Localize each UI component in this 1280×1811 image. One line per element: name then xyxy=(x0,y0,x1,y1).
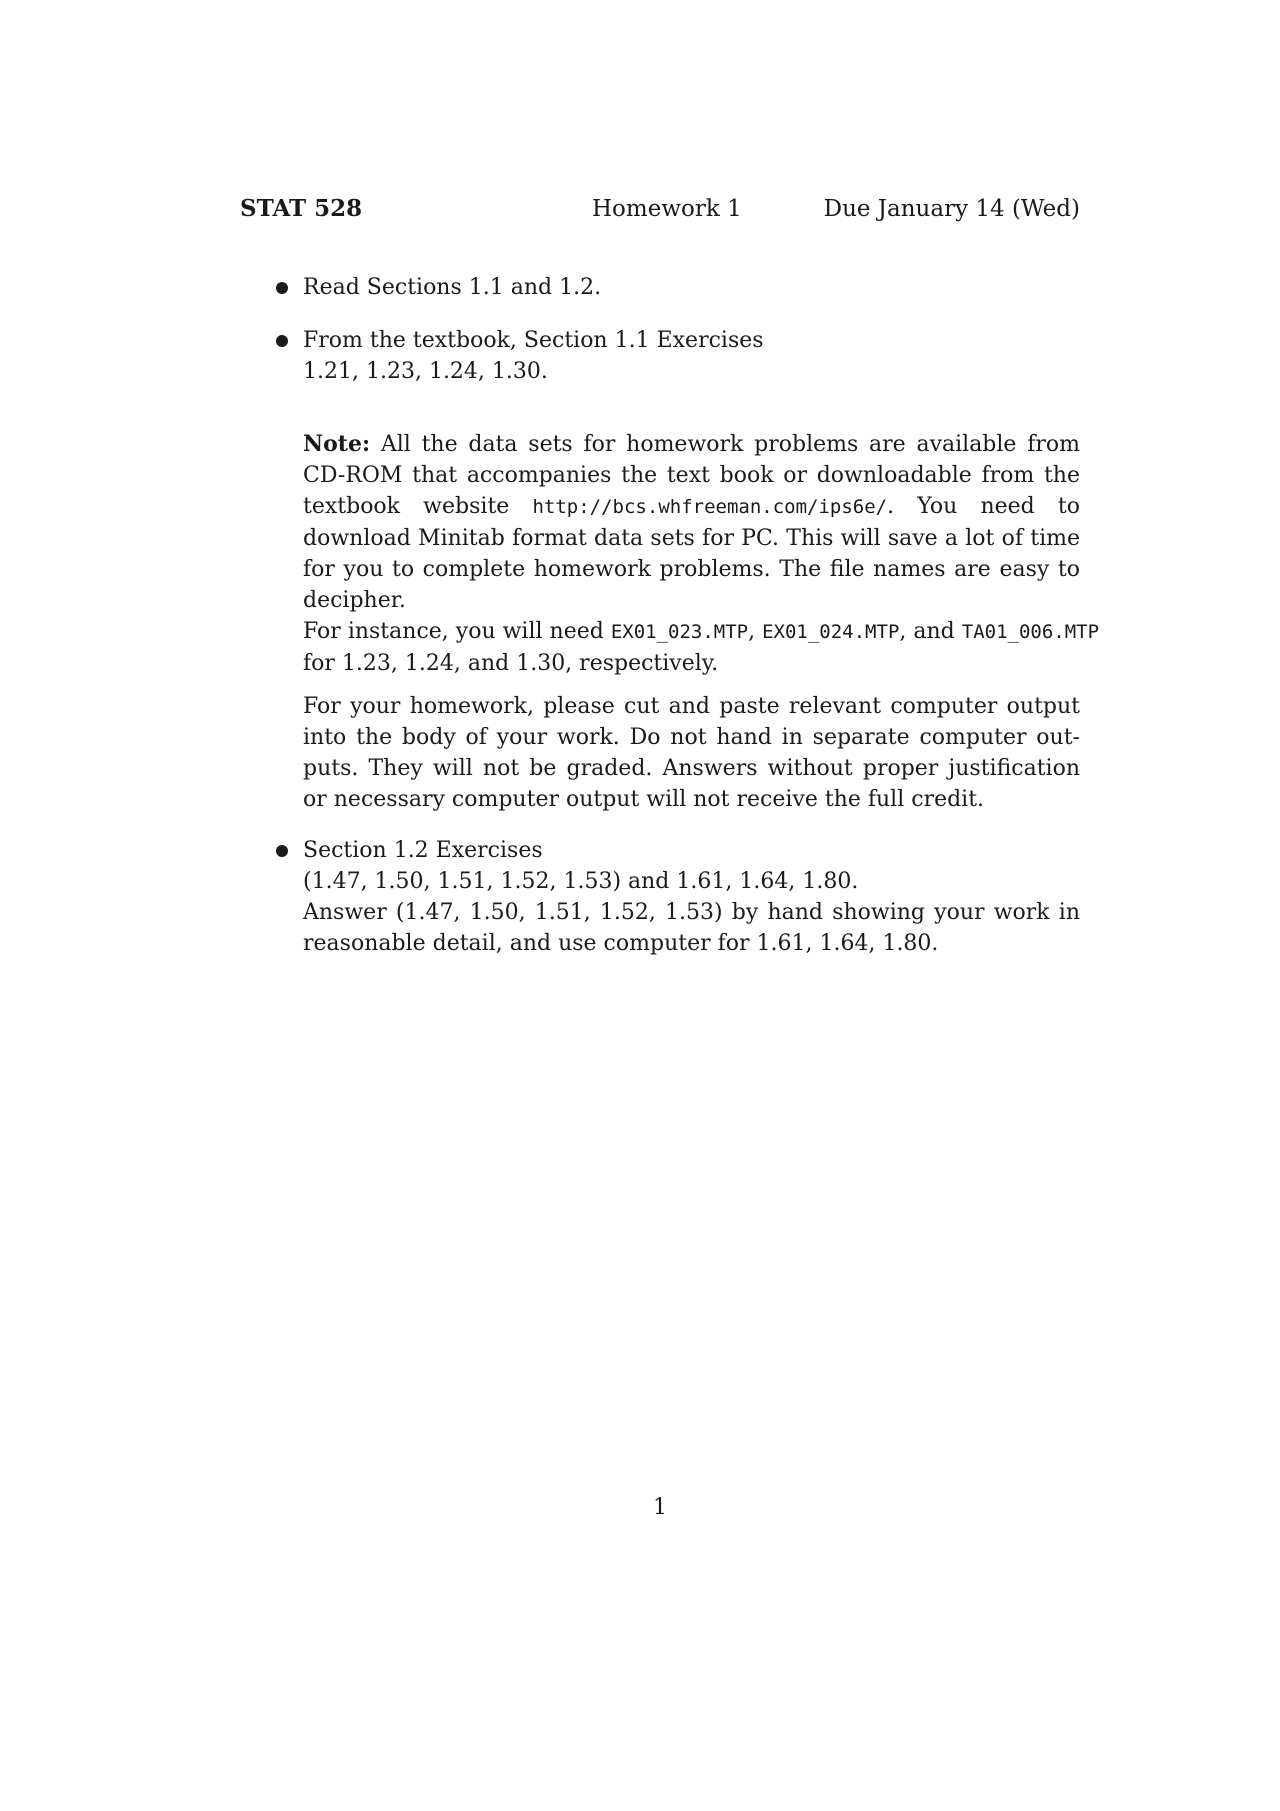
note-text: For instance, you will need xyxy=(303,619,611,644)
page-number: 1 xyxy=(653,1495,667,1520)
note-line xyxy=(303,491,1080,523)
item-line: Section 1.2 Exercises xyxy=(303,838,543,863)
page-header xyxy=(240,194,1080,224)
note-line: for 1.23, 1.24, and 1.30, respectively. xyxy=(303,651,719,676)
filename-ex01-023: EX01_023.MTP xyxy=(610,621,749,643)
textbook-url[interactable]: http://bcs.whfreeman.com/ips6e/ xyxy=(532,496,888,518)
note-line: download Minitab format data sets for PC. This will save a lot of time xyxy=(303,526,1080,551)
bullet-icon xyxy=(276,845,288,857)
note-text: All the data sets for homework problems are available from xyxy=(380,432,1080,457)
instruction-line: into the body of your work. Do not hand in separate computer out- xyxy=(303,725,1080,750)
filename-ex01-024: EX01_024.MTP xyxy=(762,621,900,643)
instructions-paragraph xyxy=(303,691,1080,815)
course-code: STAT 528 xyxy=(240,195,363,222)
note-text: . You need to xyxy=(887,494,1081,519)
item-line: (1.47, 1.50, 1.51, 1.52, 1.53) and 1.61, 1.64, 1.80. xyxy=(303,869,859,894)
note-text: , xyxy=(748,619,763,644)
item-line: reasonable detail, and use computer for 1.61, 1.64, 1.80. xyxy=(303,931,939,956)
note-text: , and xyxy=(899,619,962,644)
note-line: decipher. xyxy=(303,588,406,613)
instruction-line: or necessary computer output will not receive the full credit. xyxy=(303,787,985,812)
note-line: CD-ROM that accompanies the text book or downloadable from the xyxy=(303,463,1080,488)
item-line: From the textbook, Section 1.1 Exercises xyxy=(303,328,764,353)
note-text: textbook website xyxy=(303,494,533,519)
item-text: Read Sections 1.1 and 1.2. xyxy=(303,275,602,300)
instruction-line: For your homework, please cut and paste relevant computer output xyxy=(303,694,1080,719)
bullet-icon xyxy=(276,335,288,347)
item-line: 1.21, 1.23, 1.24, 1.30. xyxy=(303,359,548,384)
instruction-line: puts. They will not be graded. Answers without proper justification xyxy=(303,756,1080,781)
note-line xyxy=(303,429,1080,460)
list-item-section-1-1 xyxy=(303,325,1080,387)
assignment-title: Homework 1 xyxy=(592,196,742,222)
note-paragraph xyxy=(303,429,1100,679)
list-item-section-1-2 xyxy=(303,835,1080,959)
note-line: for you to complete homework problems. The file names are easy to xyxy=(303,557,1080,582)
list-item-read xyxy=(303,272,1080,303)
note-line xyxy=(303,616,1100,648)
filename-ta01-006: TA01_006.MTP xyxy=(961,621,1100,643)
due-date: Due January 14 (Wed) xyxy=(823,196,1080,222)
bullet-icon xyxy=(276,282,288,294)
item-line: Answer (1.47, 1.50, 1.51, 1.52, 1.53) by hand showing your work in xyxy=(303,900,1080,925)
note-label: Note: xyxy=(303,431,371,457)
